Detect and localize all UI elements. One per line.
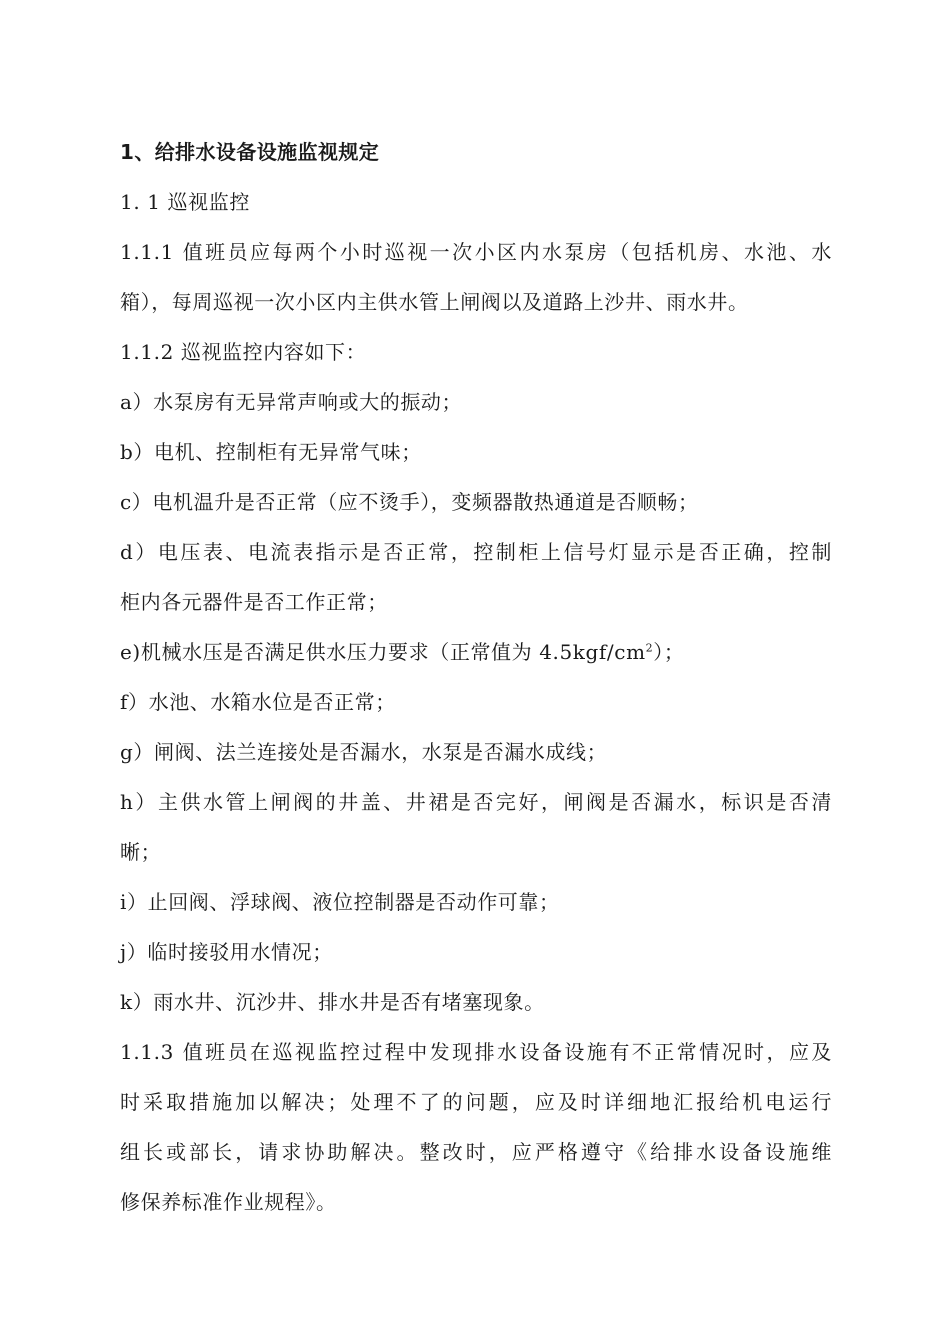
list-item-e (120, 638, 832, 666)
list-item-k: k）雨水井、沉沙井、排水井是否有堵塞现象。 (120, 990, 545, 1014)
list-item-h-line-1: h）主供水管上闸阀的井盖、井裙是否完好，闸阀是否漏水，标识是否清 (120, 790, 832, 814)
paragraph-1-1-3-line-4: 修保养标准作业规程》。 (120, 1190, 337, 1214)
paragraph-1-1-2: 1.1.2 巡视监控内容如下： (120, 340, 367, 364)
list-item-c: c）电机温升是否正常（应不烫手），变频器散热通道是否顺畅； (120, 490, 699, 514)
list-item-e-text: e)机械水压是否满足供水压力要求（正常值为 4.5kgf/cm (120, 640, 646, 664)
section-heading: 1、给排水设备设施监视规定 (120, 140, 380, 164)
list-item-d-line-1: d）电压表、电流表指示是否正常，控制柜上信号灯显示是否正确，控制 (120, 540, 832, 564)
list-item-i: i）止回阀、浮球阀、液位控制器是否动作可靠； (120, 890, 560, 914)
list-item-b: b）电机、控制柜有无异常气味； (120, 440, 422, 464)
superscript-2: 2 (645, 641, 654, 655)
paragraph-1-1-3-line-2: 时采取措施加以解决；处理不了的问题，应及时详细地汇报给机电运行 (120, 1090, 832, 1114)
list-item-a: a）水泵房有无异常声响或大的振动； (120, 390, 463, 414)
subsection-title: 1. 1 巡视监控 (120, 190, 250, 214)
paragraph-1-1-3-line-1: 1.1.3 值班员在巡视监控过程中发现排水设备设施有不正常情况时，应及 (120, 1040, 832, 1064)
paragraph-1-1-3-line-3: 组长或部长，请求协助解决。整改时，应严格遵守《给排水设备设施维 (120, 1140, 832, 1164)
paragraph-1-1-1-line-2: 箱），每周巡视一次小区内主供水管上闸阀以及道路上沙井、雨水井。 (120, 290, 749, 314)
list-item-f: f）水池、水箱水位是否正常； (120, 690, 396, 714)
list-item-g: g）闸阀、法兰连接处是否漏水，水泵是否漏水成线； (120, 740, 608, 764)
list-item-d-line-2: 柜内各元器件是否工作正常； (120, 590, 388, 614)
list-item-j: j）临时接驳用水情况； (120, 940, 333, 964)
paragraph-1-1-1-line-1: 1.1.1 值班员应每两个小时巡视一次小区内水泵房（包括机房、水池、水 (120, 240, 832, 264)
list-item-e-end: ）； (653, 640, 685, 664)
list-item-h-line-2: 晰； (120, 840, 162, 864)
